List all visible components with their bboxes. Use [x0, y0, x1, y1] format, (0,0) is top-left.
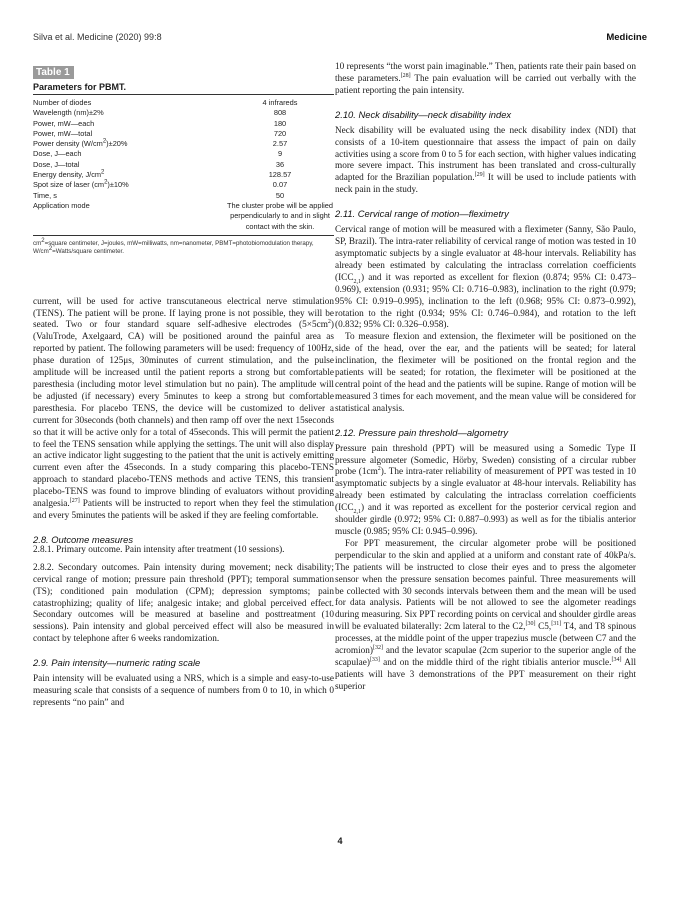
- param-label: Number of diodes: [33, 98, 92, 107]
- param-value: 50: [275, 190, 285, 200]
- param-value: 180: [273, 118, 287, 128]
- left-column: [33, 62, 334, 710]
- param-label: Wavelength (nm)±2%: [33, 108, 104, 118]
- param-label: Power, mW—total: [33, 128, 93, 138]
- param-value: 0.07: [272, 180, 288, 190]
- paragraph-secondary-outcomes: 2.8.2. Secondary outcomes. Pain intensity during movement; neck disability; cervical range of motion; pressure pain threshold (PPT); temporal summation (TS); conditioned pain modulation (CPM); depression symptoms; pain catastrophizing; quality of life; analgesic intake; and global perceived effect. Secondary outcomes will be measured at baseline and posttreatment (10 sessions). Pain intensity and global perceived effect will also be measured in contact by telephone after 6 weeks randomization.: [33, 562, 334, 645]
- table-row: [33, 180, 334, 190]
- table-footnote-text: $cm^2=square$ centimeter, J=joules, mW=milliwatts, nm=nanometer, PBMT=photobiomodulation therapy, $W/cm^2=Watts$/square centimeter.: [33, 237, 314, 256]
- paragraph-ppt-1: Pressure pain threshold (PPT) will be measured using a Somedic Type II pressure algometer (Somedic, Hörby, Sweden) consisting of a circular rubber probe $(1cm^2)$. The intra-rater reliability of measurement of PPT was tested in 10 asymptomatic subjects by a single evaluator at 48-hour intervals. Reliability has already been estimated by calculating the intraclass correlation coefficients $(ICC_{2,1})$ and it was reported as excellent for the posterior cervical region and shoulder girdle (0.972; 95% CI: 0.887–0.993) as well as for the tibialis anterior muscle (0.985; 95% CI: 0.945–0.996).: [335, 443, 636, 537]
- paragraph-fleximetry-2: To measure flexion and extension, the fleximeter will be positioned on the side of the head, over the ear, and the patients will be seated; for lateral inclination, the fleximeter will be positioned on the frontal region and the patients will be seated; for rotation, the fleximeter will be positioned at the central point of the head and the patients will be supine. Range of motion will be measured 3 times for each movement, and the mean value will be considered for statistical analysis.: [335, 332, 636, 414]
- param-label: Dose, J—each: [33, 149, 82, 159]
- paragraph-tens: current, will be used for active transcutaneous electrical nerve stimulation (TENS). The patient will be prone. If laying prone is not possible, they will be seated. Two or four standard square self-adhesive electrodes $(5\times 5cm^2)$ (ValuTrode, Axelgaard, CA) will be positioned around the painful area as reported by patient. The following parameters will be used: frequency of 100Hz, phase duration of 125μs, 30minutes of current stimulation, and the pulse amplitude will be increased until the patient reports a strong but comfortable paresthesia (including motor level stimulation but no pain). The amplitude will be adjusted (if necessary) every 5minutes to keep a strong but comfortable paresthesia. For placebo TENS, the device will be customized to deliver a current for 30seconds (both channels) and then ramp off over the next 15seconds so that it will be active only for a total of 45seconds. This will permit the patient to feel the TENS sensation while applying the settings. The unit will also display an active indicator light suggesting to the patient that the unit is actively emitting current even after the 45seconds. In a study comparing this placebo-TENS approach to standard placebo-TENS methods and active TENS, this transient placebo-TENS was found to improve blinding of evaluators without providing analgesia.[27] Patients will be instructed to report when they feel the stimulation and every 5minutes the patients will be asked if they are feeling comfortable.: [33, 296, 334, 521]
- heading-pain-intensity: 2.9. Pain intensity—numeric rating scale: [33, 657, 201, 669]
- paragraph-ndi: Neck disability will be evaluated using the neck disability index (NDI) that consists of a 10-item questionnaire that assess the impact of pain on daily activities using a score from 0 to 5 for each section, with higher values indicating more severe impact. This instrument has been translated and cross-culturally adapted for the Brazilian population.[29] It will be used to include patients with neck pain in the study.: [335, 125, 636, 196]
- param-value: 808: [273, 108, 287, 118]
- heading-fleximetry: 2.11. Cervical range of motion—fleximetry: [335, 208, 509, 220]
- table-row: [33, 108, 334, 118]
- param-value: The cluster probe will be applied perpendicularly to and in slight contact with the skin.: [227, 200, 333, 231]
- param-label: Dose, J—total: [33, 159, 80, 169]
- table-footnote: [33, 237, 334, 257]
- heading-algometry: 2.12. Pressure pain threshold—algometry: [335, 426, 509, 438]
- table-row: [33, 170, 334, 180]
- paragraph-nrs: Pain intensity will be evaluated using a NRS, which is a simple and easy-to-use measuring scale that consists of a sequence of numbers from 0 to 10, in which 0 represents “no pain” and: [33, 674, 334, 708]
- journal-name: Medicine: [606, 32, 647, 43]
- table-row: [33, 139, 334, 149]
- param-value: 9: [277, 149, 283, 159]
- table-1: [33, 62, 334, 257]
- param-label: Energy density, $J/cm^2$: [33, 169, 105, 180]
- heading-neck-disability: 2.10. Neck disability—neck disability index: [335, 108, 512, 120]
- param-value: 4 infrareds: [262, 98, 298, 107]
- param-label: Spot size of laser $(cm^2)\pm 10\%$: [33, 179, 129, 190]
- paragraph-ppt-2: For PPT measurement, the circular algometer probe will be positioned perpendicular to the skin and applied at a uniform and constant rate of 40kPa/s. The patients will be instructed to close their eyes and to press the algometer sensor when the pressure sensation becomes painful. Three measurements will be collected with 30 seconds intervals between them and the mean will be used for data analysis. Patients will be not allowed to see the algometer readings during measuring. Six PPT recording points on cervical and shoulder girdle areas will be evaluated bilaterally: 2cm lateral to the C2,[30] C5,[31] T4, and T8 spinous processes, at the middle point of the upper trapezius muscle (between C7 and the acromion)[32] and the levator scapulae (2cm superior to the superior angle of the scapulae)[33] and on the middle third of the right tibialis anterior muscle.[34] All patients will have 3 demonstrations of the PPT measurement on their right superior: [335, 538, 637, 692]
- table-row: [33, 149, 334, 159]
- running-header: [33, 32, 647, 46]
- table-row: [33, 160, 334, 170]
- param-label: Power, mW—each: [33, 118, 95, 128]
- parameters-table: [33, 97, 334, 236]
- table-row: [33, 97, 334, 108]
- param-value: 36: [275, 159, 285, 169]
- param-label: Power density $(W/cm^2)\pm 20\%$: [33, 138, 128, 149]
- table-title: Parameters for PBMT.: [33, 82, 334, 95]
- param-label: Application mode: [33, 200, 90, 210]
- page-number: 4: [337, 836, 343, 846]
- heading-outcome-measures: 2.8. Outcome measures: [33, 533, 134, 545]
- param-value: 2.57: [272, 139, 288, 149]
- table-row: [33, 191, 334, 201]
- table-row: [33, 129, 334, 139]
- paragraph-nrs-continued: 10 represents “the worst pain imaginable.” Then, patients rate their pain based on these parameters.[28] The pain evaluation will be carried out verbally with the patient reporting the pain intensity.: [335, 62, 636, 96]
- param-label: Time, s: [33, 190, 57, 200]
- right-column: [335, 62, 636, 694]
- paragraph-primary-outcome: 2.8.1. Primary outcome. Pain intensity after treatment (10 sessions).: [33, 544, 285, 555]
- table-row: [33, 119, 334, 129]
- table-tag: Table 1: [33, 66, 74, 79]
- table-row: [33, 201, 334, 235]
- paragraph-fleximetry-1: Cervical range of motion will be measured with a fleximeter (Sanny, São Paulo, SP, Brazil). The intra-rater reliability of cervical range of motion was tested in 10 asymptomatic subjects by a single evaluator at 48-hour intervals. Reliability has already been estimated by calculating the intraclass correlation coefficients $(ICC_{2,1})$ and it was reported as excellent for flexion (0.874; 95% CI: 0.473–0.969), extension (0.931; 95% CI: 0.716–0.983), inclination to the right (0.979; 95% CI: 0.919–0.995), inclination to the left (0.968; 95% CI: 0.873–0.992), rotation to the right (0.934; 95% CI: 0.746–0.984), and rotation to the left (0.832; 95% CI: 0.326–0.958).: [335, 225, 636, 331]
- citation-header: Silva et al. Medicine (2020) 99:8: [33, 32, 162, 42]
- param-value: 128.57: [268, 170, 292, 180]
- param-value: 720: [273, 128, 287, 138]
